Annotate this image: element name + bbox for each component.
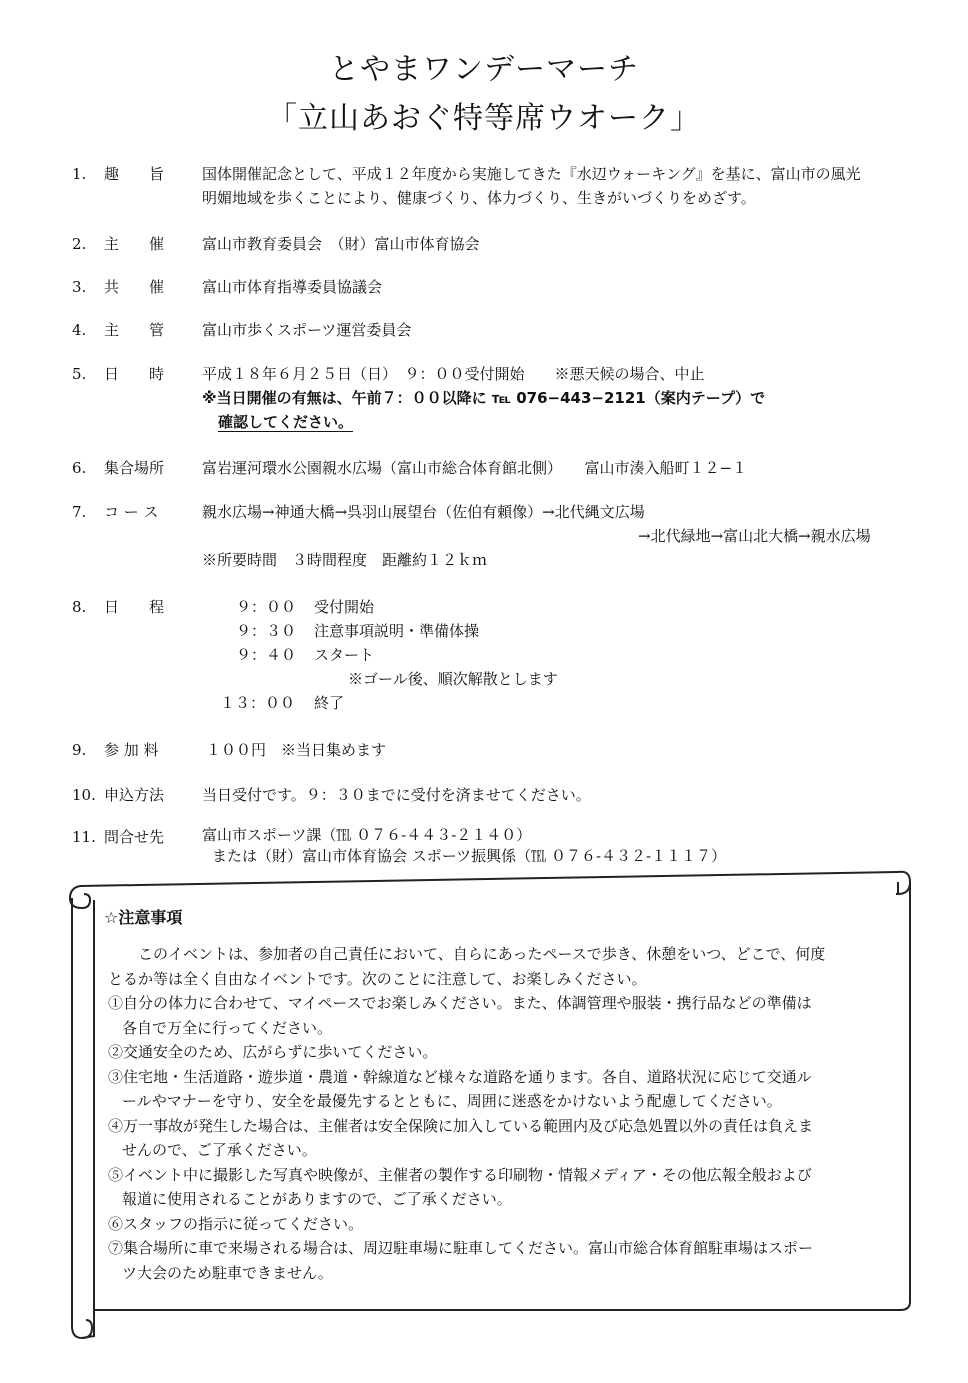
notice-point-line: ールやマナーを守り、安全を最優先するとともに、周囲に迷惑をかけないよう配慮してください。 bbox=[122, 1092, 782, 1110]
text-line: 富岩運河環水公園親水広場（富山市総合体育館北側） 富山市湊入船町１２−１ bbox=[202, 459, 748, 477]
schedule-time: ９：３０ bbox=[236, 622, 297, 640]
schedule-time: ９：００ bbox=[236, 598, 297, 616]
text-line: 親水広場→神通大橋→呉羽山展望台（佐伯有頼像）→北代縄文広場 bbox=[202, 503, 645, 521]
bold-notice-line bbox=[202, 410, 765, 434]
notice-body bbox=[108, 942, 896, 1285]
notice-point-line: ①自分の体力に合わせて、マイペースでお楽しみください。また、体調管理や服装・携行品などの準備は bbox=[108, 994, 812, 1012]
section-label: 問合せ先 bbox=[104, 828, 165, 846]
schedule-list bbox=[202, 595, 558, 715]
page-subtitle: 「立山あおぐ特等席ウオーク」 bbox=[267, 101, 701, 136]
text-line: 富山市教育委員会 （財）富山市体育協会 bbox=[202, 235, 480, 253]
schedule-row bbox=[202, 691, 558, 715]
section-label: 主 管 bbox=[104, 321, 165, 339]
schedule-text: 終了 bbox=[314, 694, 345, 712]
notice-point-line: ④万一事故が発生した場合は、主催者は安全保険に加入している範囲内及び応急処置以外の責任は負えま bbox=[108, 1116, 814, 1135]
schedule-time: ９：４０ bbox=[236, 646, 297, 664]
section-content bbox=[202, 500, 871, 572]
section-content bbox=[202, 232, 480, 256]
text-line: 明媚地域を歩くことにより、健康づくり、体力づくり、生きがいづくりをめざす。 bbox=[202, 189, 756, 207]
section-content bbox=[202, 275, 382, 299]
section-content bbox=[202, 362, 765, 434]
section-content bbox=[202, 162, 861, 210]
section-label: 趣 旨 bbox=[104, 165, 165, 183]
section-number: 11. bbox=[72, 828, 96, 846]
section-content bbox=[202, 456, 747, 480]
notice-point-line: せんので、ご了承ください。 bbox=[122, 1141, 317, 1159]
section-label: 日 時 bbox=[104, 365, 165, 383]
text-line: 富山市歩くスポーツ運営委員会 bbox=[202, 321, 412, 339]
notice-point-line: ②交通安全のため、広がらずに歩いてください。 bbox=[108, 1043, 438, 1061]
notice-heading: ☆注意事項 bbox=[104, 908, 183, 927]
text-line: １００円 ※当日集めます bbox=[206, 741, 387, 759]
section-number: 5. bbox=[72, 365, 87, 383]
text-line: 富山市体育指導委員協議会 bbox=[202, 278, 383, 296]
section-label: 主 催 bbox=[104, 235, 165, 253]
section-number: 3. bbox=[72, 278, 87, 296]
section-number: 10. bbox=[72, 786, 96, 804]
notice-intro-line: とるか等は全く自由なイベントです。次のことに注意して、お楽しみください。 bbox=[108, 969, 647, 988]
text-line: 国体開催記念として、平成１２年度から実施してきた『水辺ウォーキング』を基に、富山市の風光 bbox=[202, 165, 861, 183]
section-number: 4. bbox=[72, 321, 87, 339]
notice-point-line: ⑦集合場所に車で来場される場合は、周辺駐車場に駐車してください。富山市総合体育館駐車場はスポー bbox=[108, 1239, 814, 1257]
section-content bbox=[202, 318, 411, 342]
text-line: 富山市スポーツ課（℡ ０７６-４４３-２１４０） bbox=[202, 826, 532, 844]
section-number: 8. bbox=[72, 598, 87, 616]
schedule-row bbox=[202, 595, 558, 619]
notice-point-line: 各自で万全に行ってください。 bbox=[122, 1018, 333, 1037]
section-number: 2. bbox=[72, 235, 87, 253]
section-label: コ ー ス bbox=[104, 503, 159, 521]
text-line: ※所要時間 ３時間程度 距離約１２ｋｍ bbox=[202, 551, 488, 569]
section-number: 1. bbox=[72, 165, 87, 183]
schedule-text: 注意事項説明・準備体操 bbox=[314, 622, 480, 640]
section-label: 申込方法 bbox=[104, 786, 165, 804]
section-number: 9. bbox=[72, 741, 87, 759]
underlined-text: 確認してください。 bbox=[218, 413, 354, 431]
section-label: 集合場所 bbox=[104, 459, 165, 477]
page-title: とやまワンデーマーチ bbox=[329, 52, 639, 87]
schedule-text: スタート bbox=[314, 646, 375, 664]
text-line: または（財）富山市体育協会 スポーツ振興係（℡ ０７６-４３２-１１１７） bbox=[212, 847, 727, 865]
schedule-row bbox=[202, 643, 558, 667]
notice-point-line: ③住宅地・生活道路・遊歩道・農道・幹線道など様々な道路を通ります。各自、道路状況に応じて交通ル bbox=[108, 1067, 812, 1086]
notice-point-line: ⑤イベント中に撮影した写真や映像が、主催者の製作する印刷物・情報メディア・その他広報全般および bbox=[108, 1165, 812, 1184]
section-label: 参 加 料 bbox=[104, 741, 159, 759]
text-line: →北代緑地→富山北大橋→親水広場 bbox=[638, 527, 871, 545]
notice-intro-line: このイベントは、参加者の自己責任において、自らにあったペースで歩き、休憩をいつ、どこで、何度 bbox=[138, 945, 826, 963]
notice-point-line: ツ大会のため駐車できません。 bbox=[122, 1263, 333, 1282]
section-content bbox=[206, 738, 386, 762]
section-content bbox=[202, 783, 591, 807]
section-number: 6. bbox=[72, 459, 87, 477]
bold-notice-line: ※当日開催の有無は、午前７：００以降に ℡ 076−443−2121（案内テープ）で bbox=[202, 389, 766, 407]
section-number: 7. bbox=[72, 503, 87, 521]
schedule-text: 受付開始 bbox=[314, 598, 375, 616]
schedule-row bbox=[202, 619, 558, 643]
schedule-time: １３：００ bbox=[220, 694, 296, 712]
notice-point-line: 報道に使用されることがありますので、ご了承ください。 bbox=[122, 1190, 512, 1208]
section-label: 共 催 bbox=[104, 278, 165, 296]
text-line: 当日受付です。９：３０までに受付を済ませてください。 bbox=[202, 786, 591, 804]
schedule-row bbox=[202, 667, 558, 691]
text-line: 平成１８年６月２５日（日） ９：００受付開始 ※悪天候の場合、中止 bbox=[202, 365, 705, 383]
section-label: 日 程 bbox=[104, 598, 165, 616]
schedule-text: ※ゴール後、順次解散とします bbox=[348, 670, 558, 688]
notice-point-line: ⑥スタッフの指示に従ってください。 bbox=[108, 1214, 364, 1233]
